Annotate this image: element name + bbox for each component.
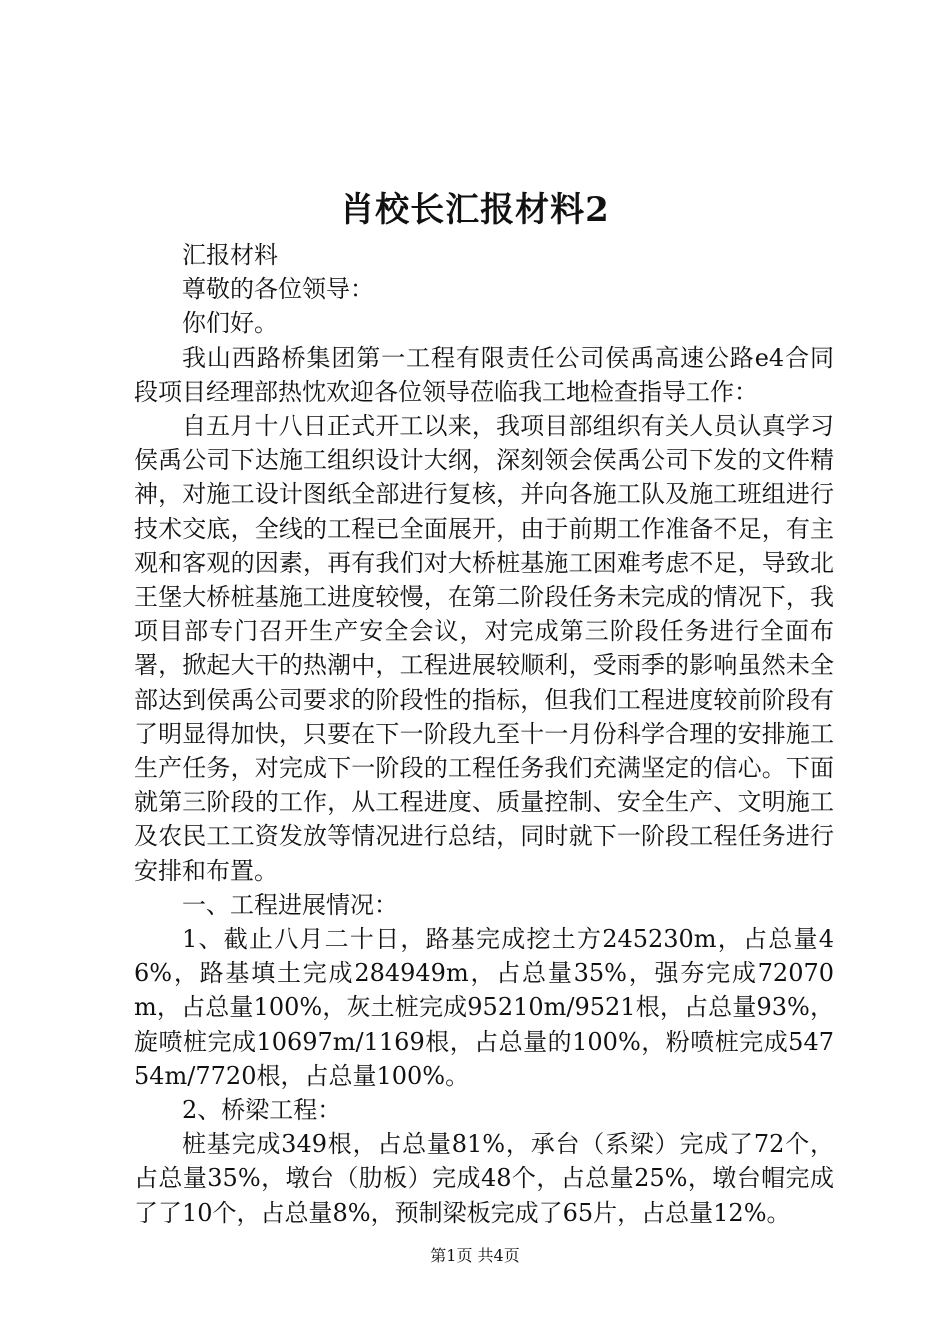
- document-title: 肖校长汇报材料2: [340, 190, 610, 230]
- paragraph-greeting: 你们好。: [182, 309, 278, 338]
- document-body: [134, 238, 834, 1230]
- section-heading-bridge: 2、桥梁工程：: [182, 1096, 342, 1125]
- paragraph-salutation: 尊敬的各位领导：: [182, 275, 374, 304]
- paragraph-bridge: 桩基完成349根，占总量81%，承台（系梁）完成了72个，占总量35%，墩台（肋板）完成48个，占总量25%，墩台帽完成了了10个，占总量8%，预制梁板完成了65片，占总量12%。: [134, 1130, 834, 1227]
- section-heading-progress: 一、工程进展情况：: [182, 890, 398, 919]
- paragraph-roadbed: 1、截止八月二十日，路基完成挖土方245230m，占总量46%，路基填土完成284949m，占总量35%，强夯完成72070m，占总量100%，灰土桩完成95210m/9521根，占总量93%，旋喷桩完成10697m/1169根，占总量的100%，粉喷桩完成54754m/7720根，占总量100%。: [134, 925, 834, 1090]
- page-footer: 第1页 共4页: [430, 1246, 520, 1265]
- paragraph-heading: 汇报材料: [182, 241, 278, 269]
- paragraph-summary: 自五月十八日正式开工以来，我项目部组织有关人员认真学习侯禹公司下达施工组织设计大纲，深刻领会侯禹公司下发的文件精神，对施工设计图纸全部进行复核，并向各施工队及施工班组进行技术交底，全线的工程已全面展开，由于前期工作准备不足，有主观和客观的因素，再有我们对大桥桩基施工困难考虑不足，导致北王堡大桥桩基施工进度较慢，在第二阶段任务未完成的情况下，我项目部专门召开生产安全会议，对完成第三阶段任务进行全面布署，掀起大干的热潮中，工程进展较顺利，受雨季的影响虽然未全部达到侯禹公司要求的阶段性的指标，但我们工程进度较前阶段有了明显得加快，只要在下一阶段九至十一月份科学合理的安排施工生产任务，对完成下一阶段的工程任务我们充满坚定的信心。下面就第三阶段的工作，从工程进度、质量控制、安全生产、文明施工及农民工工资发放等情况进行总结，同时就下一阶段工程任务进行安排和布置。: [134, 412, 834, 885]
- paragraph-welcome: 我山西路桥集团第一工程有限责任公司侯禹高速公路e4合同段项目经理部热忱欢迎各位领导莅临我工地检查指导工作：: [134, 343, 834, 406]
